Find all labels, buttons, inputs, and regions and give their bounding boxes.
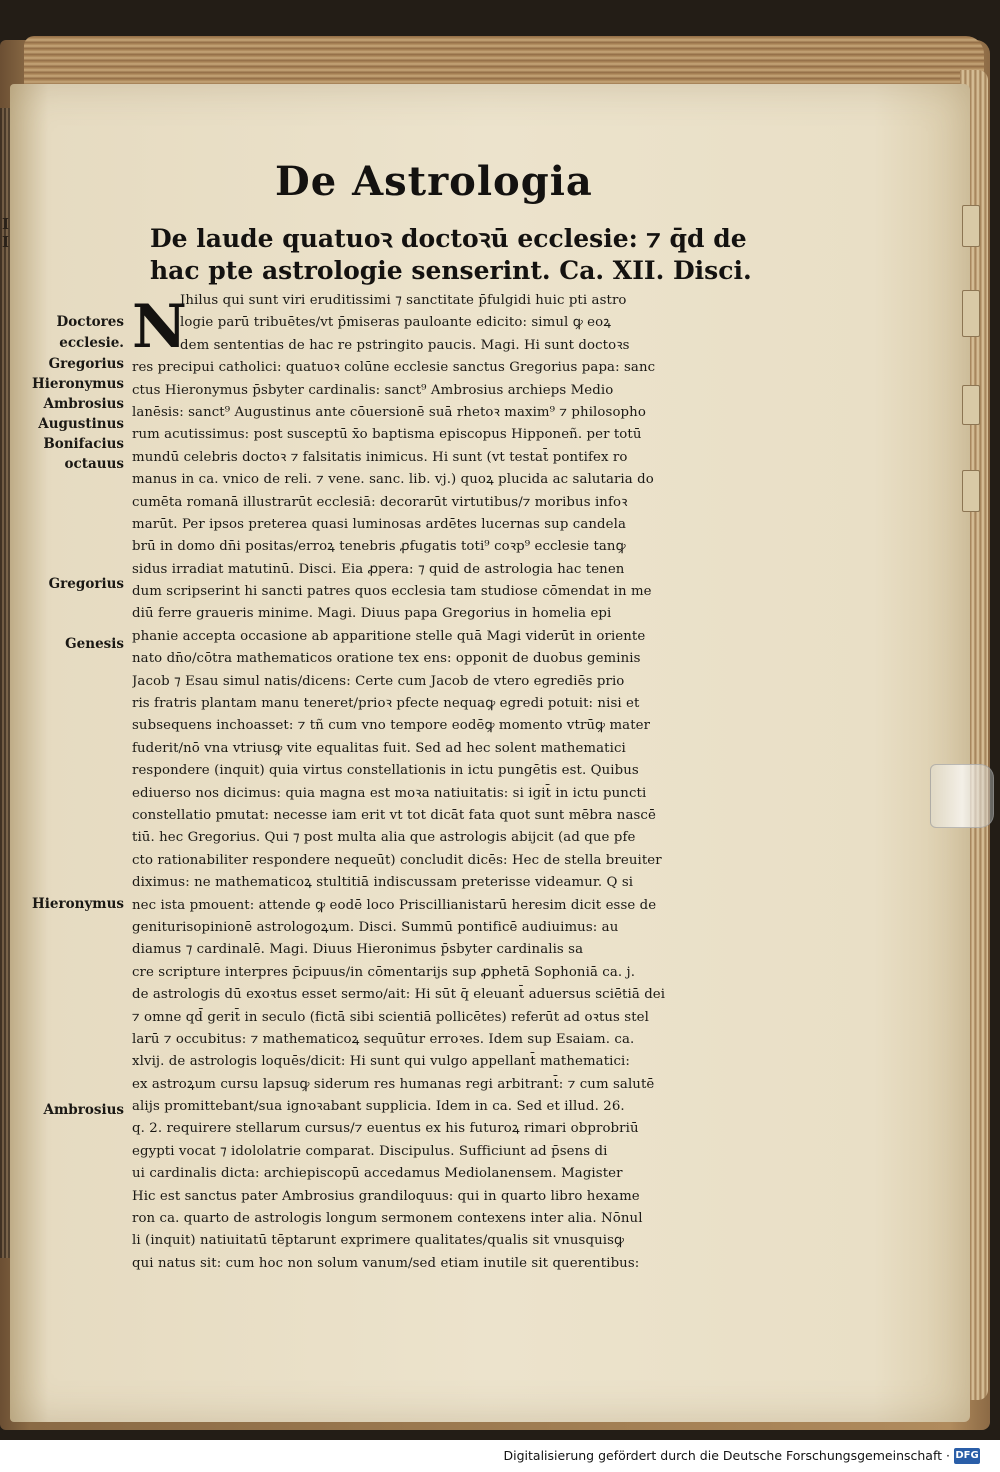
body-line: xlvij. de astrologis loquēs/dicit: Hi sunt qui vulgo appellant̄ mathematici: [132, 1054, 630, 1070]
index-tab [962, 470, 980, 512]
body-line: dem sententias de hac re pstringito paucis. Magi. Hi sunt doctoꝛs [180, 337, 630, 353]
body-line: respondere (inquit) quia virtus constellationis in ictu pungētis est. Quibus [132, 763, 639, 779]
page-clip [930, 764, 994, 828]
index-tab [962, 290, 980, 337]
running-title: De Astrologia [275, 158, 593, 205]
body-line: constellatio pmutat: necesse iam erit vt tot dicāt fata quot sunt mēbra nascē [132, 807, 656, 823]
body-text [132, 290, 744, 1275]
margin-note-hieronymus: Hieronymus [32, 376, 124, 392]
margin-note-gregorius: Gregorius [48, 356, 124, 372]
body-line: phanie accepta occasione ab apparitione stelle quā Magi viderūt in oriente [132, 628, 646, 644]
body-line: Ihilus qui sunt viri eruditissimi ⁊ sanctitate p̄fulgidi huic pti astro [180, 293, 627, 308]
dfg-logo: DFG [954, 1448, 980, 1464]
body-line: Hic est sanctus pater Ambrosius grandiloquus: qui in quarto libro hexame [132, 1188, 640, 1204]
body-line: tiū. hec Gregorius. Qui ⁊ post multa alia que astrologis abijcit (ad que pfe [132, 830, 636, 846]
body-line: res precipui catholici: quatuoꝛ colūne ecclesie sanctus Gregorius papa: sanc [132, 360, 656, 376]
body-line: diū ferre graueris minime. Magi. Diuus papa Gregorius in homelia epi [132, 606, 612, 622]
body-line: dum scripserint hi sancti patres quos ecclesia tam studiose cōmendat in me [132, 584, 652, 600]
left-page-fragment: I I [2, 215, 10, 251]
decorated-initial: N [132, 292, 187, 362]
funding-credit: Digitalisierung gefördert durch die Deutsche Forschungsgemeinschaft · [503, 1448, 950, 1463]
body-line: lanēsis: sanct⁹ Augustinus ante cōuersionē suā rhetoꝛ maxim⁹ ⁊ philosopho [132, 404, 646, 420]
body-line: larū ⁊ occubitus: ⁊ mathematicoꝝ sequūtur erroꝛes. Idem sup Esaiam. ca. [132, 1031, 635, 1047]
margin-note-bonifacius: Bonifacius [43, 436, 124, 452]
body-line: diamus ⁊ cardinalē. Magi. Diuus Hieronimus p̄sbyter cardinalis sa [132, 942, 584, 958]
chapter-heading-line-1: De laude quatuoꝛ doctoꝛū ecclesie: ⁊ q̄d de [150, 224, 747, 253]
margin-note-gregorius-2: Gregorius [48, 576, 124, 592]
footer-bar [0, 1440, 1000, 1472]
body-line: geniturisopinionē astrologoꝝum. Disci. Summū pontificē audiuimus: au [132, 919, 619, 935]
body-line: ris fratris plantam manu teneret/prioꝛ pfecte nequaꝙ egredi potuit: nisi et [132, 696, 640, 712]
margin-note-octauus: octauus [64, 456, 124, 472]
body-line: ediuerso nos dicimus: quia magna est moꝛa natiuitatis: si igit̄ in ictu puncti [132, 785, 647, 801]
body-line: nec ista pmouent: attende ꝙ eodē loco Priscillianistarū heresim dicit esse de [132, 897, 657, 913]
body-line: diximus: ne mathematicoꝝ stultitiā indiscussam preterisse videamur. Q si [132, 875, 634, 891]
body-line: mundū celebris doctoꝛ ⁊ falsitatis inimicus. Hi sunt (vt testat̄ pontifex ro [132, 449, 628, 465]
margin-note-ecclesie: ecclesie. [59, 335, 124, 351]
body-line: egypti vocat ⁊ idololatrie comparat. Discipulus. Sufficiunt ad p̄sens di [132, 1143, 608, 1159]
body-line: qui natus sit: cum hoc non solum vanum/sed etiam inutile sit querentibus: [132, 1255, 640, 1271]
body-line: ron ca. quarto de astrologis longum sermonem contexens inter alia. Nōnul [132, 1211, 643, 1227]
body-line: subsequens inchoasset: ⁊ tñ cum vno tempore eodēꝙ momento vtrūꝙ mater [132, 718, 651, 734]
body-line: brū in domo dn̄i positas/erroꝝ tenebris ꝓfugatis toti⁹ coꝛp⁹ ecclesie tanꝙ [132, 539, 626, 555]
body-line: cumēta romanā illustrarūt ecclesiā: decorarūt virtutibus/⁊ moribus infoꝛ [132, 494, 628, 510]
margin-note-augustinus: Augustinus [38, 416, 124, 432]
margin-note-genesis: Genesis [65, 636, 124, 652]
body-line: alijs promittebant/sua ignoꝛabant supplicia. Idem in ca. Sed et illud. 26. [132, 1099, 625, 1115]
body-line: cre scripture interpres p̄cipuus/in cōmentarijs sup ꝓphetā Sophoniā ca. j. [132, 964, 636, 980]
body-line: nato dn̄o/cōtra mathematicos oratione tex ens: opponit de duobus geminis [132, 651, 641, 667]
body-line: sidus irradiat matutinū. Disci. Eia ꝓpera: ⁊ quid de astrologia hac tenen [132, 561, 625, 577]
body-line: q. 2. requirere stellarum cursus/⁊ euentus ex his futuroꝝ rimari obprobriū [132, 1121, 639, 1137]
body-line: Jacob ⁊ Esau simul natis/dicens: Certe cum Jacob de vtero egrediēs prio [132, 673, 625, 689]
margin-note-doctores: Doctores [56, 314, 124, 330]
chapter-heading-line-2: hac pte astrologie senserint. Ca. XII. Disci. [150, 256, 752, 285]
body-line: manus in ca. vnico de reli. ⁊ vene. sanc. lib. vj.) quoꝝ plucida ac salutaria do [132, 472, 654, 488]
margin-note-ambrosius: Ambrosius [43, 396, 124, 412]
index-tab [962, 205, 980, 247]
body-line: de astrologis dū exoꝛtus esset sermo/ait: Hi sūt q̄ eleuant̄ aduersus sciētiā dei [132, 987, 666, 1003]
body-line: ui cardinalis dicta: archiepiscopū accedamus Mediolanensem. Magister [132, 1166, 623, 1182]
body-line: ⁊ omne qd̄ gerit̄ in seculo (fictā sibi scientiā pollicētes) referūt ad oꝛtus stel [132, 1009, 649, 1025]
body-line: rum acutissimus: post susceptū x̄o baptisma episcopus Hipponeñ. per totū [132, 427, 642, 443]
body-line: marūt. Per ipsos preterea quasi luminosas ardētes lucernas sup candela [132, 516, 626, 532]
body-line: ctus Hieronymus p̄sbyter cardinalis: sanct⁹ Ambrosius archieps Medio [132, 382, 614, 398]
index-tab [962, 385, 980, 425]
body-line: cto rationabiliter respondere nequeūt) concludit dicēs: Hec de stella breuiter [132, 852, 662, 868]
body-line: fuderit/nō vna vtriusꝙ vite equalitas fuit. Sed ad hec solent mathematici [132, 740, 626, 756]
margin-note-hieronymus-2: Hieronymus [32, 896, 124, 912]
body-line: ex astroꝝum cursu lapsuꝙ siderum res humanas regi arbitrant̄: ⁊ cum salutē [132, 1076, 655, 1092]
margin-note-ambrosius-2: Ambrosius [43, 1102, 124, 1118]
body-line: logie parū tribuētes/vt p̄miseras pauloante edicito: simul ꝙ eoꝝ [180, 315, 611, 331]
body-line: li (inquit) natiuitatū tēptarunt exprimere qualitates/qualis sit vnusquisꝙ [132, 1233, 625, 1249]
